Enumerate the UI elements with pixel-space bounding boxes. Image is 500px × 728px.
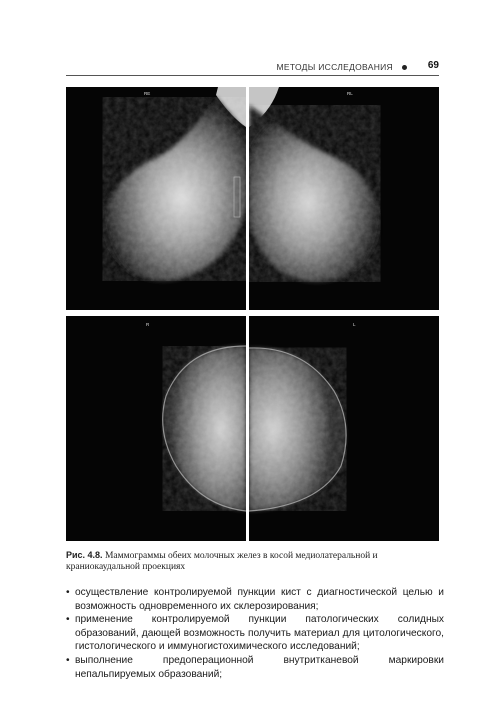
list-item: • применение контролируемой пункции патологических солидных образований, дающей возможность получить материал для цитологического, гистологического и иммуногистохимического исследований; [66,613,444,654]
running-header [66,60,439,76]
bullet-list [66,586,444,681]
section-title: МЕТОДЫ ИССЛЕДОВАНИЯ [276,62,393,72]
caption-label: Рис. 4.8. [66,550,103,560]
page-number: 69 [427,60,439,71]
mammogram-panel-right-mlo [66,87,246,310]
header-rule [66,75,439,76]
panel-label: RE [144,91,151,96]
caption-text: Маммограммы обеих молочных желез в косой медиолатеральной и краниокаудальной проекциях [66,551,378,572]
bullet-icon [402,65,407,70]
panel-label: L [353,322,356,327]
mammogram-panel-right-cc [66,316,246,541]
figure-caption [66,550,441,573]
mammogram-figure [66,87,439,541]
list-item: • осуществление контролируемой пункции кист с диагностической целью и возможность одновременного их склерозирования; [66,586,444,613]
mammogram-panel-left-mlo [249,87,439,310]
mammogram-panel-left-cc [249,316,439,541]
panel-label: RL [347,91,353,96]
list-item: • выполнение предоперационной внутритканевой маркировки непальпируемых образований; [66,654,444,681]
panel-label: R [146,322,150,327]
